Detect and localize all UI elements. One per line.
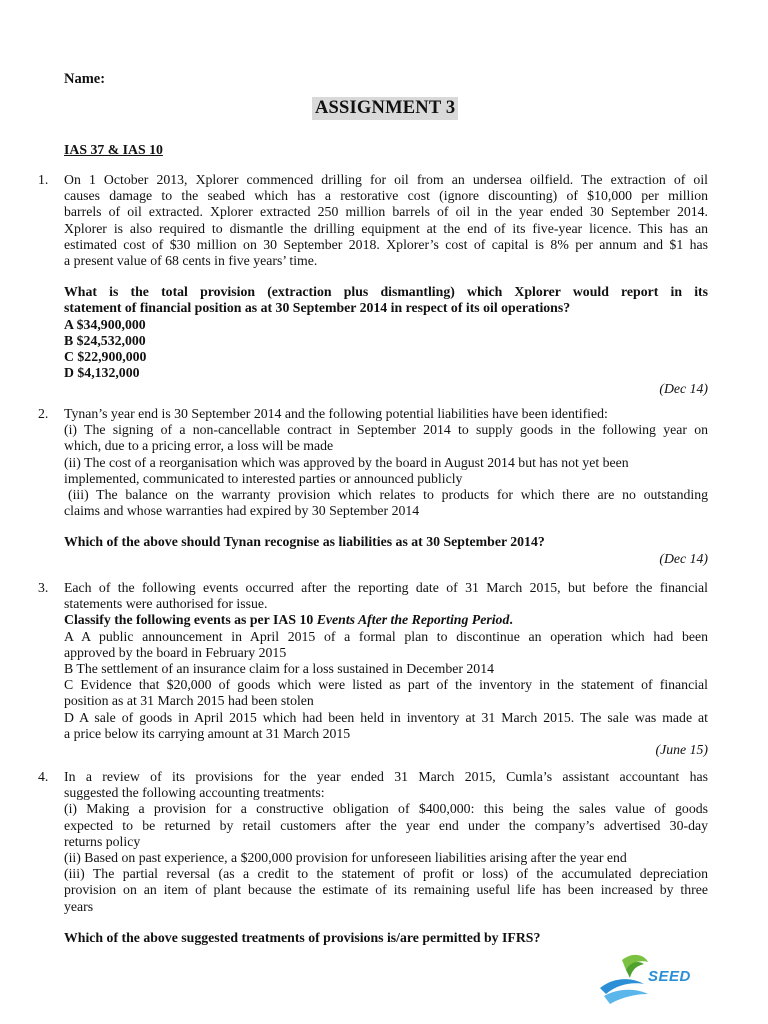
question-number: 2. — [38, 406, 49, 421]
answer-option-a: A $34,900,000 — [64, 316, 146, 332]
seed-logo-text: SEED — [648, 968, 691, 985]
question-text-line: years — [64, 898, 94, 914]
question-text-line: statements were authorised for issue. — [64, 596, 268, 612]
question-text-line: a present value of 68 cents in five years’ time. — [64, 253, 318, 269]
question-text-line: In a review of its provisions for the year ended 31 March 2015, Cumla’s assistant accountant has — [64, 769, 708, 784]
question-text-line: Each of the following events occurred after the reporting date of 31 March 2015, but before the financial — [64, 580, 708, 595]
question-text-line: (iii) The partial reversal (as a credit to the statement of profit or loss) of the accumulated depreciation — [64, 866, 708, 882]
question-number: 3. — [38, 580, 49, 595]
event-item-line: B The settlement of an insurance claim for a loss sustained in December 2014 — [64, 661, 495, 677]
name-label: Name: — [64, 71, 106, 87]
classify-instruction: Classify the following events as per IAS 10 Events After the Reporting Period. — [64, 612, 513, 628]
event-item-line: position as at 31 March 2015 had been stolen — [64, 693, 314, 709]
question-number: 1. — [38, 172, 49, 187]
question-text-line: returns policy — [64, 833, 141, 849]
question-4 — [38, 769, 708, 946]
question-prompt-line: statement of financial position as at 30 September 2014 in respect of its oil operations? — [64, 300, 571, 316]
exam-sitting-tag: (Dec 14) — [659, 550, 708, 566]
question-text-line: (ii) Based on past experience, a $200,000 provision for unforeseen liabilities arising after the year end — [64, 850, 627, 866]
question-text-line: implemented, communicated to interested parties or announced publicly — [64, 470, 463, 486]
question-text-line: barrels of oil extracted. Xplorer extracted 250 million barrels of oil in the year ended 30 September 2014. — [64, 204, 708, 220]
question-3 — [38, 580, 708, 758]
question-prompt-line: Which of the above should Tynan recognise as liabilities as at 30 September 2014? — [64, 534, 545, 550]
question-prompt-line: What is the total provision (extraction plus dismantling) which Xplorer would report in its — [64, 284, 708, 300]
question-text-line: suggested the following accounting treatments: — [64, 785, 325, 801]
question-text-line: provision on an item of plant because the estimate of its remaining useful life has been increased by three — [64, 882, 708, 898]
event-item-line: approved by the board in February 2015 — [64, 644, 287, 660]
question-text-line: expected to be returned by retail customers after the year end under the company’s advertised 30-day — [64, 817, 708, 833]
question-text-line: estimated cost of $30 million on 30 September 2018. Xplorer’s cost of capital is 8% per annum and $1 has — [64, 236, 708, 252]
subject-heading: IAS 37 & IAS 10 — [64, 142, 163, 157]
answer-option-d: D $4,132,000 — [64, 365, 140, 381]
assignment-title: ASSIGNMENT 3 — [312, 97, 458, 120]
question-text-line: which, due to a pricing error, a loss will be made — [64, 438, 334, 454]
exam-sitting-tag: (June 15) — [655, 742, 708, 758]
answer-option-b: B $24,532,000 — [64, 332, 146, 348]
question-text-line: Tynan’s year end is 30 September 2014 and the following potential liabilities have been identified: — [64, 406, 608, 421]
question-1 — [38, 172, 708, 398]
question-text-line: causes damage to the seabed which has a restorative cost (ignore discounting) of $10,000 per million — [64, 188, 708, 204]
exam-sitting-tag: (Dec 14) — [659, 381, 708, 397]
question-text-line: On 1 October 2013, Xplorer commenced drilling for oil from an undersea oilfield. The extraction of oil — [64, 172, 708, 187]
event-item-line: D A sale of goods in April 2015 which had been held in inventory at 31 March 2015. The sale was made at — [64, 709, 708, 725]
question-text-line: (ii) The cost of a reorganisation which was approved by the board in August 2014 but has not yet been — [64, 454, 629, 470]
event-item-line: C Evidence that $20,000 of goods which were listed as part of the inventory in the statement of financial — [64, 677, 708, 693]
question-number: 4. — [38, 769, 49, 784]
question-text-line: claims and whose warranties had expired by 30 September 2014 — [64, 503, 420, 519]
question-text-line: Xplorer is also required to dismantle the drilling equipment at the end of its five-year licence. This has an — [64, 220, 708, 236]
question-text-line: (i) The signing of a non-cancellable contract in September 2014 to supply goods in the following year on — [64, 422, 708, 438]
question-prompt-line: Which of the above suggested treatments of provisions is/are permitted by IFRS? — [64, 929, 541, 945]
event-item-line: a price below its carrying amount at 31 March 2015 — [64, 725, 351, 741]
answer-option-c: C $22,900,000 — [64, 349, 147, 365]
question-text-line: (i) Making a provision for a constructive obligation of $400,000: this being the sales value of goods — [64, 801, 708, 817]
question-text-line: (iii) The balance on the warranty provision which relates to products for which there are no outstanding — [68, 487, 708, 503]
question-2 — [38, 406, 708, 567]
event-item-line: A A public announcement in April 2015 of a formal plan to discontinue an operation which had been — [64, 628, 708, 644]
